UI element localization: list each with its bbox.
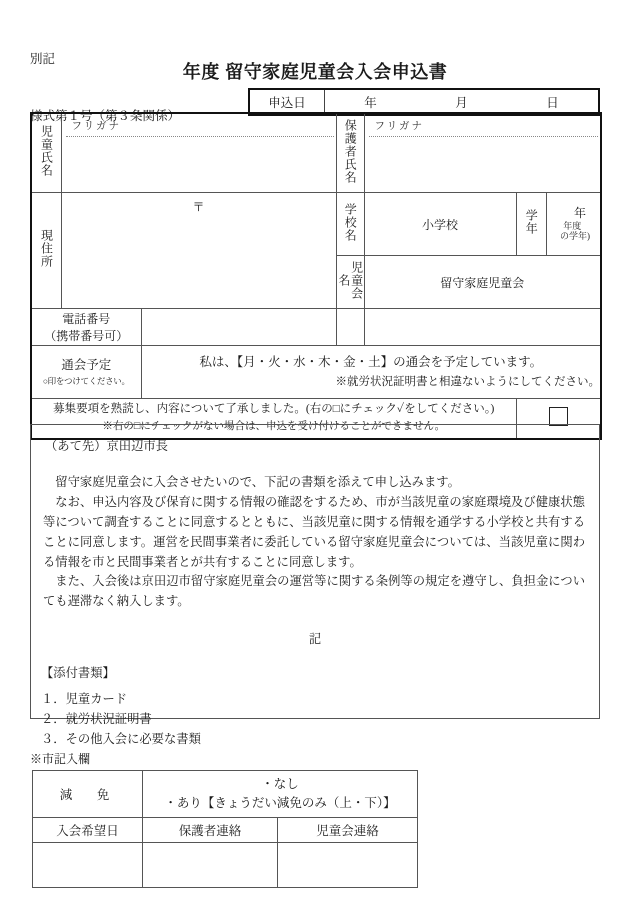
page-title: 年度 留守家庭児童会入会申込書 <box>182 62 448 82</box>
consent-line1: 募集要項を熟読し、内容について了承しました。(右の□にチェック✓をしてください。) <box>53 403 495 416</box>
statement-paragraph: なお、申込内容及び保育に関する情報の確認をするため、市が当該児童の家庭環境及び健康状態等について調査することに同意するとともに、当該児童に関する情報を通学する小学校と共有することに同意します。運営を民間事業者に委託している留守家庭児童会については、当該児童に関わる情報を市と民間事業者とが共有することに同意します。 <box>43 494 585 569</box>
table-row-address-school <box>31 193 601 256</box>
school-name-suffix: 小学校 <box>421 217 458 232</box>
month-label: 月 <box>455 96 468 110</box>
guardian-name-label-cell <box>336 113 364 193</box>
attachments-heading: 【添付書類】 <box>41 666 115 681</box>
plan-body-cell[interactable] <box>141 346 601 399</box>
column-header-club-contact: 児童会連絡 <box>278 818 418 843</box>
list-item: ３．その他入会に必要な書類 <box>41 731 201 746</box>
table-row-reduction <box>33 771 418 818</box>
child-name-label: 児童氏名 <box>39 125 54 177</box>
statement-paragraph: 留守家庭児童会に入会させたいので、下記の書類を添えて申し込みます。 <box>55 474 460 489</box>
checkbox-empty-icon[interactable] <box>549 407 568 426</box>
reduction-label: 減 免 <box>33 771 143 818</box>
statement-paragraph: また、入会後は京田辺市留守家庭児童会の運営等に関する条例等の規定を遵守し、負担金についても遅滞なく納入します。 <box>43 574 585 609</box>
furigana-label-child: フリガナ <box>71 121 121 132</box>
consent-line2: ※右の□にチェックがない場合は、申込を受け付けることができません。 <box>102 421 446 433</box>
grade-label: 学年 <box>524 209 539 235</box>
application-date-label: 申込日 <box>249 89 325 115</box>
address-field[interactable] <box>61 193 336 309</box>
club-name-value: 留守家庭児童会 <box>440 275 525 290</box>
furigana-rule <box>66 136 334 137</box>
furigana-label-guardian: フリガナ <box>374 121 424 132</box>
plan-note: ※就労状況証明書と相違ないようにしてください。 <box>335 376 600 389</box>
guardian-name-label: 保護者氏名 <box>343 118 358 184</box>
table-row-city-headers <box>33 818 418 843</box>
plan-label: 通会予定 <box>61 358 112 373</box>
ki-marker: 記 <box>308 632 322 647</box>
club-name-label-cell <box>336 256 364 309</box>
club-name-label: 児童会名 <box>337 260 364 300</box>
year-label: 年 <box>364 96 377 110</box>
grade-field[interactable] <box>546 193 601 256</box>
table-row-city-values <box>33 843 418 888</box>
column-header-admission-date: 入会希望日 <box>33 818 143 843</box>
guardian-name-field[interactable] <box>364 113 601 193</box>
reduction-options-cell[interactable] <box>143 771 418 818</box>
postal-mark-icon: 〒 <box>192 200 205 214</box>
doc-ref-line1: 別記 <box>30 52 56 66</box>
plan-text: 私は、【月・火・水・木・金・土】の通会を予定しています。 <box>199 354 543 369</box>
reduction-option: ・あり【きょうだい減免のみ（上・下）】 <box>164 796 396 810</box>
statement-box <box>30 424 600 746</box>
attachments-list <box>41 690 599 750</box>
phone-label-line2: （携帯番号可） <box>44 329 129 343</box>
city-section-note: ※市記入欄 <box>30 752 91 766</box>
school-name-field[interactable] <box>364 193 516 256</box>
reduction-option: ・なし <box>261 776 299 791</box>
addressee: （あて先）京田辺市長 <box>45 439 168 453</box>
phone-label-cell <box>31 309 141 346</box>
club-name-field-2[interactable] <box>364 309 601 346</box>
club-name-field[interactable] <box>364 256 601 309</box>
statement-paragraphs <box>43 473 585 612</box>
value-club-contact[interactable] <box>278 843 418 888</box>
furigana-rule <box>369 136 599 137</box>
club-name-label-cell-2 <box>336 309 364 346</box>
plan-label-cell <box>31 346 141 399</box>
phone-label-line1: 電話番号 <box>62 312 111 326</box>
address-label-cell <box>31 193 61 309</box>
city-use-table <box>32 770 418 888</box>
list-item: ２．就労状況証明書 <box>41 711 152 726</box>
list-item: １．児童カード <box>41 692 128 707</box>
table-row-names <box>31 113 601 193</box>
child-name-field[interactable] <box>61 113 336 193</box>
grade-year-label: 年 <box>573 205 586 220</box>
grade-nendo-label: 年度 <box>563 220 582 231</box>
value-guardian-contact[interactable] <box>143 843 278 888</box>
phone-field[interactable] <box>141 309 336 346</box>
doc-ref-line2: 様式第１号（第３条関係） <box>30 109 181 123</box>
address-label: 現住所 <box>39 229 54 268</box>
table-row-phone <box>31 309 601 346</box>
value-admission-date[interactable] <box>33 843 143 888</box>
school-name-label: 学校名 <box>343 202 358 242</box>
child-name-label-cell <box>31 113 61 193</box>
table-row-attendance-plan <box>31 346 601 399</box>
grade-label-cell <box>516 193 546 256</box>
grade-tail-label: の学年) <box>560 230 590 241</box>
day-label: 日 <box>546 96 559 110</box>
column-header-guardian-contact: 保護者連絡 <box>143 818 278 843</box>
school-name-label-cell <box>336 193 364 256</box>
plan-label-sub: ○印をつけてください。 <box>42 375 130 386</box>
main-form-table <box>30 112 602 440</box>
